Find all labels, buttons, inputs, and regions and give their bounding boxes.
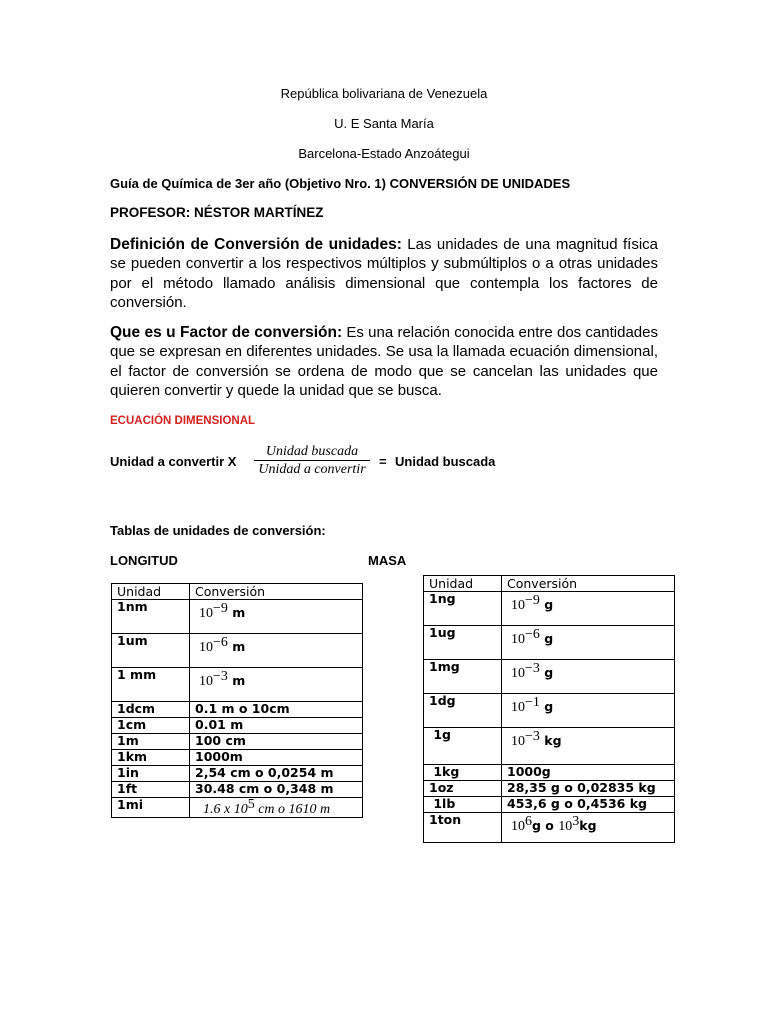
unit-cell: 1ug [424, 626, 502, 660]
conversion-cell [190, 668, 363, 702]
table-row [112, 600, 363, 634]
unit-text: g [539, 665, 554, 681]
power-base: 10 [511, 734, 525, 750]
exponent: 6 [525, 814, 532, 829]
scientific-value [199, 602, 245, 621]
unit-text: g [539, 631, 554, 647]
scientific-value [199, 636, 245, 655]
unit-cell: 1m [112, 734, 190, 750]
conversion-cell [502, 660, 675, 694]
unit-cell: 1ng [424, 592, 502, 626]
header-location: Barcelona-Estado Anzoátegui [298, 146, 470, 161]
power-base: 10 [199, 640, 213, 656]
unit-cell: 1mi [112, 798, 190, 818]
unit-cell: 1kg [424, 765, 502, 781]
table-row [112, 766, 363, 782]
unit-text: g [539, 699, 554, 715]
scientific-value [511, 815, 597, 834]
table-row [112, 782, 363, 798]
unit-text: m [227, 605, 246, 621]
factor-text: Es una relación conocida entre dos cantidades que se expresan en diferentes unidades. Se usa la llamada ecuación dimensional, el factor de conversión se ordena de modo que se cancelan las unidades que quieren convertir y quede la unidad que se busca. [110, 324, 658, 399]
unit-cell: 1ft [112, 782, 190, 798]
unit-text: g o [532, 818, 559, 834]
power-base: 10 [511, 819, 525, 835]
table-row [112, 798, 363, 818]
conversion-cell: 0.1 m o 10cm [190, 702, 363, 718]
conversion-cell: 453,6 g o 0,4536 kg [502, 797, 675, 813]
table-row [424, 660, 675, 694]
conversion-cell [190, 600, 363, 634]
power-base: 10 [558, 819, 573, 835]
exponent: 3 [572, 814, 580, 829]
masa-table [423, 575, 675, 843]
power-base: 10 [511, 700, 525, 716]
guide-title: Guía de Química de 3er año (Objetivo Nro. 1) CONVERSIÓN DE UNIDADES [110, 176, 571, 191]
table-row [112, 750, 363, 766]
dimensional-equation [110, 443, 530, 481]
conversion-cell: 1000g [502, 765, 675, 781]
tables-title: Tablas de unidades de conversión: [110, 523, 326, 538]
unit-cell: 1lb [424, 797, 502, 813]
conversion-cell [502, 728, 675, 765]
conversion-cell: 30.48 cm o 0,348 m [190, 782, 363, 798]
column-header-conversion: Conversión [190, 584, 363, 600]
unit-cell: 1 mm [112, 668, 190, 702]
conversion-cell: 0.01 m [190, 718, 363, 734]
unit-cell: 1dcm [112, 702, 190, 718]
conversion-cell [502, 813, 675, 843]
factor-paragraph [110, 323, 658, 400]
longitud-title: LONGITUD [110, 553, 178, 568]
power-base: 10 [511, 632, 525, 648]
scientific-value [511, 730, 562, 749]
table-row [112, 734, 363, 750]
table-row [424, 781, 675, 797]
definition-text: Las unidades de una magnitud física se pueden convertir a los respectivos múltiplos y submúltiplos o a otras unidades por el método llamado análisis dimensional que contempla los factores de conversión. [110, 236, 658, 311]
table-row [424, 694, 675, 728]
conversion-cell: 1000m [190, 750, 363, 766]
fraction-denominator: Unidad a convertir [258, 462, 366, 477]
unit-text: g [539, 597, 554, 613]
table-row [424, 728, 675, 765]
fraction-numerator: Unidad buscada [265, 444, 359, 459]
unit-cell: 1cm [112, 718, 190, 734]
table-row [112, 668, 363, 702]
conversion-cell [502, 592, 675, 626]
equation-right: Unidad buscada [395, 454, 496, 469]
exponent: −9 [213, 601, 228, 616]
unit-cell: 1oz [424, 781, 502, 797]
masa-title: MASA [368, 553, 407, 568]
power-base: 10 [199, 606, 213, 622]
table-row [424, 626, 675, 660]
power-base: 10 [199, 674, 213, 690]
unit-text: m [227, 673, 246, 689]
scientific-value [199, 670, 245, 689]
factor-lead: Que es u Factor de conversión: [110, 324, 343, 341]
exponent: −6 [525, 627, 540, 642]
scientific-value [511, 628, 553, 647]
equation-equals: = [379, 454, 387, 469]
unit-cell: 1nm [112, 600, 190, 634]
conversion-cell: 2,54 cm o 0,0254 m [190, 766, 363, 782]
conversion-cell [190, 634, 363, 668]
formula-part: cm o 1610 m [254, 802, 331, 818]
conversion-cell [502, 626, 675, 660]
exponent: −9 [525, 593, 540, 608]
exponent: 5 [247, 797, 255, 812]
column-header-conversion: Conversión [502, 576, 675, 592]
conversion-cell: 100 cm [190, 734, 363, 750]
conversion-cell: 28,35 g o 0,02835 kg [502, 781, 675, 797]
unit-cell: 1ton [424, 813, 502, 843]
unit-text: kg [579, 818, 597, 834]
exponent: −3 [213, 669, 228, 684]
table-header-row [424, 576, 675, 592]
unit-cell: 1g [424, 728, 502, 765]
unit-cell: 1km [112, 750, 190, 766]
table-row [112, 718, 363, 734]
teacher-name: PROFESOR: NÉSTOR MARTÍNEZ [110, 205, 324, 220]
header-school: U. E Santa María [334, 116, 434, 131]
table-row [424, 765, 675, 781]
scientific-value [511, 696, 553, 715]
table-row [112, 702, 363, 718]
equation-fraction [252, 443, 372, 478]
conversion-cell [502, 694, 675, 728]
exponent: −3 [525, 661, 540, 676]
unit-text: m [227, 639, 246, 655]
unit-cell: 1mg [424, 660, 502, 694]
power-base: 10 [511, 598, 525, 614]
header-country: República bolivariana de Venezuela [280, 86, 488, 101]
scientific-value [511, 662, 553, 681]
conversion-cell [190, 798, 363, 818]
definition-lead: Definición de Conversión de unidades: [110, 236, 402, 253]
unit-cell: 1in [112, 766, 190, 782]
definition-paragraph [110, 235, 658, 312]
unit-cell: 1um [112, 634, 190, 668]
exponent: −1 [525, 695, 540, 710]
equation-heading: ECUACIÓN DIMENSIONAL [110, 415, 256, 427]
table-row [112, 634, 363, 668]
exponent: −6 [213, 635, 228, 650]
exponent: −3 [525, 729, 540, 744]
column-header-unidad: Unidad [112, 584, 190, 600]
table-header-row [112, 584, 363, 600]
equation-left: Unidad a convertir X [110, 454, 237, 469]
unit-cell: 1dg [424, 694, 502, 728]
column-header-unidad: Unidad [424, 576, 502, 592]
table-row [424, 797, 675, 813]
formula-part: 1.6 x 10 [203, 802, 248, 818]
table-row [424, 592, 675, 626]
longitud-table [111, 583, 363, 818]
table-row [424, 813, 675, 843]
scientific-value [511, 594, 553, 613]
unit-text: kg [539, 733, 562, 749]
power-base: 10 [511, 666, 525, 682]
